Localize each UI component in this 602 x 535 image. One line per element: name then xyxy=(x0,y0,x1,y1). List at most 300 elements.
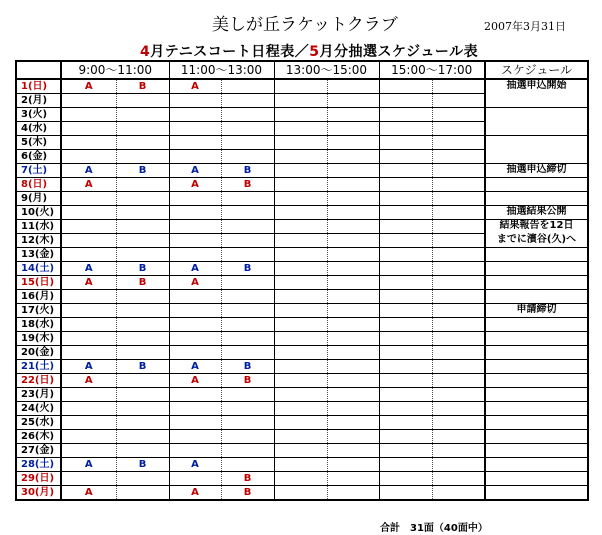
court-slot xyxy=(274,472,327,486)
court-slot xyxy=(274,360,327,374)
court-slot xyxy=(116,94,169,108)
court-slot xyxy=(432,360,485,374)
schedule-note xyxy=(485,94,588,108)
court-slot xyxy=(327,79,379,94)
court-slot xyxy=(432,178,485,192)
court-slot xyxy=(116,220,169,234)
court-slot: A xyxy=(61,486,116,501)
schedule-note xyxy=(485,136,588,150)
header-slot-1: 9:00～11:00 xyxy=(61,61,169,79)
court-slot xyxy=(379,374,432,388)
court-slot xyxy=(274,108,327,122)
court-slot: A xyxy=(61,164,116,178)
court-slot xyxy=(169,94,221,108)
schedule-note xyxy=(485,206,588,220)
day-row xyxy=(16,444,588,458)
court-slot xyxy=(221,416,274,430)
court-slot xyxy=(379,290,432,304)
court-slot xyxy=(432,206,485,220)
court-slot xyxy=(169,318,221,332)
court-slot xyxy=(61,94,116,108)
day-row xyxy=(16,79,588,94)
court-slot xyxy=(274,276,327,290)
court-slot xyxy=(116,206,169,220)
schedule-note xyxy=(485,122,588,136)
court-slot xyxy=(169,416,221,430)
day-label: 18(水) xyxy=(16,318,61,332)
header-day xyxy=(16,61,61,79)
header-schedule: スケジュール xyxy=(485,61,588,79)
subtitle-text-2: 月分抽選スケジュール表 xyxy=(319,44,479,60)
court-slot xyxy=(327,486,379,501)
day-row xyxy=(16,192,588,206)
court-slot xyxy=(169,332,221,346)
day-row xyxy=(16,220,588,234)
court-slot xyxy=(274,220,327,234)
schedule-note-text: 抽選申込開始 xyxy=(506,80,567,91)
court-slot xyxy=(379,220,432,234)
court-slot xyxy=(221,290,274,304)
day-label: 26(木) xyxy=(16,430,61,444)
court-slot: B xyxy=(116,79,169,94)
day-label: 25(水) xyxy=(16,416,61,430)
court-slot xyxy=(327,402,379,416)
schedule-note-text: 抽選結果公開 xyxy=(506,206,567,217)
schedule-note xyxy=(485,276,588,290)
court-slot xyxy=(432,388,485,402)
court-slot xyxy=(221,318,274,332)
court-slot xyxy=(432,346,485,360)
court-slot xyxy=(221,444,274,458)
court-slot xyxy=(327,164,379,178)
schedule-note xyxy=(485,360,588,374)
court-slot xyxy=(327,416,379,430)
court-slot xyxy=(432,136,485,150)
court-slot xyxy=(116,332,169,346)
schedule-note xyxy=(485,262,588,276)
day-label: 14(土) xyxy=(16,262,61,276)
court-slot: B xyxy=(221,178,274,192)
court-slot xyxy=(116,178,169,192)
court-slot xyxy=(274,206,327,220)
court-slot xyxy=(221,248,274,262)
day-row xyxy=(16,94,588,108)
court-slot xyxy=(379,192,432,206)
court-slot xyxy=(221,192,274,206)
day-label: 6(金) xyxy=(16,150,61,164)
court-slot xyxy=(274,234,327,248)
court-slot xyxy=(274,430,327,444)
court-slot xyxy=(61,304,116,318)
court-slot xyxy=(169,290,221,304)
court-slot xyxy=(379,402,432,416)
court-slot: A xyxy=(61,360,116,374)
day-row xyxy=(16,318,588,332)
schedule-note xyxy=(485,332,588,346)
court-slot xyxy=(379,416,432,430)
court-slot xyxy=(432,234,485,248)
day-row xyxy=(16,360,588,374)
header-slot-3: 13:00～15:00 xyxy=(274,61,379,79)
court-slot: A xyxy=(61,276,116,290)
court-slot xyxy=(61,220,116,234)
court-slot xyxy=(116,304,169,318)
day-label: 3(火) xyxy=(16,108,61,122)
court-slot xyxy=(432,192,485,206)
court-slot xyxy=(274,374,327,388)
schedule-note xyxy=(485,234,588,248)
court-slot: A xyxy=(61,178,116,192)
schedule-note xyxy=(485,346,588,360)
court-slot xyxy=(61,136,116,150)
court-slot xyxy=(432,290,485,304)
court-slot: A xyxy=(169,458,221,472)
subtitle-month-1: 4 xyxy=(140,44,151,60)
court-slot xyxy=(274,290,327,304)
court-slot xyxy=(169,234,221,248)
schedule-note xyxy=(485,178,588,192)
court-slot xyxy=(169,248,221,262)
court-slot xyxy=(432,416,485,430)
court-slot xyxy=(221,79,274,94)
court-slot: A xyxy=(169,164,221,178)
court-slot xyxy=(432,164,485,178)
court-slot xyxy=(221,122,274,136)
schedule-note xyxy=(485,472,588,486)
day-row xyxy=(16,388,588,402)
court-slot xyxy=(221,206,274,220)
day-label: 28(土) xyxy=(16,458,61,472)
court-slot xyxy=(61,108,116,122)
day-label: 13(金) xyxy=(16,248,61,262)
court-slot xyxy=(379,472,432,486)
court-slot xyxy=(327,318,379,332)
court-slot: B xyxy=(221,374,274,388)
court-slot xyxy=(327,136,379,150)
schedule-note xyxy=(485,444,588,458)
day-label: 2(月) xyxy=(16,94,61,108)
court-slot xyxy=(327,430,379,444)
schedule-note xyxy=(485,486,588,501)
court-slot xyxy=(221,136,274,150)
court-slot xyxy=(432,276,485,290)
court-slot xyxy=(274,318,327,332)
schedule-note xyxy=(485,290,588,304)
court-slot: A xyxy=(169,276,221,290)
day-row xyxy=(16,332,588,346)
court-slot xyxy=(379,276,432,290)
court-slot xyxy=(116,472,169,486)
court-slot xyxy=(432,79,485,94)
court-slot xyxy=(274,332,327,346)
day-label: 27(金) xyxy=(16,444,61,458)
court-slot xyxy=(327,458,379,472)
court-slot xyxy=(116,136,169,150)
court-slot xyxy=(432,318,485,332)
court-slot xyxy=(274,416,327,430)
schedule-note-text: 申請締切 xyxy=(516,304,557,315)
court-slot xyxy=(169,304,221,318)
court-slot xyxy=(116,234,169,248)
court-slot xyxy=(116,318,169,332)
court-slot xyxy=(169,136,221,150)
day-label: 11(水) xyxy=(16,220,61,234)
court-slot xyxy=(116,402,169,416)
court-slot xyxy=(274,94,327,108)
court-slot: A xyxy=(169,374,221,388)
court-slot xyxy=(379,430,432,444)
day-row xyxy=(16,206,588,220)
court-slot xyxy=(432,374,485,388)
court-slot xyxy=(432,332,485,346)
court-slot xyxy=(221,388,274,402)
court-slot xyxy=(221,304,274,318)
court-slot xyxy=(327,178,379,192)
day-row xyxy=(16,248,588,262)
schedule-note-text: 結果報告を12日 xyxy=(499,220,574,231)
schedule-note xyxy=(485,164,588,178)
court-slot xyxy=(327,444,379,458)
court-slot xyxy=(274,444,327,458)
court-slot xyxy=(221,220,274,234)
day-label: 1(日) xyxy=(16,79,61,94)
court-slot: B xyxy=(116,164,169,178)
day-row xyxy=(16,472,588,486)
court-slot xyxy=(327,276,379,290)
day-row xyxy=(16,178,588,192)
court-slot xyxy=(379,332,432,346)
court-slot xyxy=(432,150,485,164)
day-row xyxy=(16,150,588,164)
court-slot xyxy=(432,486,485,501)
court-slot xyxy=(327,304,379,318)
court-slot xyxy=(116,122,169,136)
court-slot xyxy=(432,94,485,108)
schedule-note xyxy=(485,220,588,234)
court-slot xyxy=(116,290,169,304)
court-slot xyxy=(379,388,432,402)
schedule-note xyxy=(485,108,588,122)
court-slot xyxy=(221,458,274,472)
schedule-note xyxy=(485,248,588,262)
court-slot xyxy=(274,122,327,136)
court-slot xyxy=(327,262,379,276)
schedule-note xyxy=(485,430,588,444)
court-slot xyxy=(169,206,221,220)
court-slot xyxy=(274,486,327,501)
court-slot xyxy=(116,108,169,122)
court-slot xyxy=(379,248,432,262)
court-slot xyxy=(379,318,432,332)
schedule-note xyxy=(485,416,588,430)
court-slot xyxy=(379,360,432,374)
day-label: 22(日) xyxy=(16,374,61,388)
court-slot xyxy=(61,444,116,458)
header-row xyxy=(16,61,588,79)
day-label: 12(木) xyxy=(16,234,61,248)
court-slot xyxy=(169,388,221,402)
court-slot xyxy=(432,304,485,318)
court-slot xyxy=(221,332,274,346)
court-slot xyxy=(432,220,485,234)
court-slot xyxy=(274,164,327,178)
court-slot xyxy=(274,79,327,94)
court-slot xyxy=(116,430,169,444)
court-slot xyxy=(379,164,432,178)
day-row xyxy=(16,108,588,122)
court-slot: B xyxy=(221,262,274,276)
court-slot xyxy=(327,346,379,360)
court-slot: A xyxy=(169,178,221,192)
subtitle-month-2: 5 xyxy=(309,44,320,60)
court-slot xyxy=(169,346,221,360)
day-label: 5(木) xyxy=(16,136,61,150)
club-title: 美しが丘ラケットクラブ xyxy=(212,15,398,35)
court-slot: A xyxy=(169,486,221,501)
court-slot xyxy=(432,458,485,472)
day-row xyxy=(16,402,588,416)
court-slot xyxy=(116,248,169,262)
court-slot xyxy=(169,108,221,122)
day-label: 10(火) xyxy=(16,206,61,220)
day-row xyxy=(16,458,588,472)
court-slot xyxy=(61,332,116,346)
schedule-subtitle xyxy=(140,41,478,61)
schedule-table xyxy=(15,60,589,501)
day-label: 19(木) xyxy=(16,332,61,346)
court-slot: B xyxy=(221,472,274,486)
court-slot xyxy=(274,136,327,150)
schedule-note xyxy=(485,402,588,416)
court-slot xyxy=(116,150,169,164)
court-slot xyxy=(327,360,379,374)
court-slot xyxy=(327,388,379,402)
court-slot xyxy=(61,402,116,416)
court-slot xyxy=(221,94,274,108)
court-slot xyxy=(327,150,379,164)
court-slot xyxy=(221,150,274,164)
court-slot xyxy=(221,430,274,444)
day-row xyxy=(16,430,588,444)
day-row xyxy=(16,136,588,150)
schedule-note xyxy=(485,374,588,388)
court-slot: B xyxy=(116,276,169,290)
day-label: 4(水) xyxy=(16,122,61,136)
court-slot xyxy=(61,248,116,262)
court-slot xyxy=(379,79,432,94)
subtitle-text-1: 月テニスコート日程表／ xyxy=(150,44,310,60)
court-slot xyxy=(379,262,432,276)
court-slot xyxy=(169,220,221,234)
court-slot xyxy=(432,248,485,262)
court-slot xyxy=(116,374,169,388)
court-slot xyxy=(61,192,116,206)
court-slot xyxy=(221,346,274,360)
schedule-note xyxy=(485,192,588,206)
court-slot xyxy=(274,150,327,164)
court-slot xyxy=(327,192,379,206)
court-slot xyxy=(327,122,379,136)
day-label: 7(土) xyxy=(16,164,61,178)
court-slot xyxy=(327,220,379,234)
court-slot xyxy=(116,416,169,430)
court-slot xyxy=(379,150,432,164)
court-slot: A xyxy=(169,262,221,276)
day-label: 16(月) xyxy=(16,290,61,304)
court-slot xyxy=(221,234,274,248)
day-label: 17(火) xyxy=(16,304,61,318)
court-slot xyxy=(274,402,327,416)
day-row xyxy=(16,276,588,290)
court-slot xyxy=(432,444,485,458)
court-slot xyxy=(274,248,327,262)
court-slot xyxy=(274,304,327,318)
court-slot xyxy=(327,94,379,108)
court-slot: A xyxy=(61,79,116,94)
day-label: 9(月) xyxy=(16,192,61,206)
day-label: 30(月) xyxy=(16,486,61,501)
day-row xyxy=(16,122,588,136)
court-slot xyxy=(169,122,221,136)
court-slot xyxy=(327,472,379,486)
court-slot: B xyxy=(221,486,274,501)
day-row xyxy=(16,304,588,318)
court-slot xyxy=(169,444,221,458)
court-slot xyxy=(61,122,116,136)
day-row xyxy=(16,262,588,276)
court-slot xyxy=(327,108,379,122)
court-slot xyxy=(327,248,379,262)
court-slot xyxy=(327,332,379,346)
court-slot xyxy=(116,346,169,360)
court-slot xyxy=(379,178,432,192)
court-slot xyxy=(274,192,327,206)
schedule-note-text: までに濱谷(久)へ xyxy=(496,233,577,245)
court-slot xyxy=(379,108,432,122)
document-date: 2007年3月31日 xyxy=(484,20,566,33)
day-label: 21(土) xyxy=(16,360,61,374)
schedule-note xyxy=(485,304,588,318)
court-slot xyxy=(432,402,485,416)
day-label: 8(日) xyxy=(16,178,61,192)
court-slot xyxy=(221,276,274,290)
court-slot xyxy=(432,122,485,136)
court-slot xyxy=(379,234,432,248)
court-slot xyxy=(221,108,274,122)
court-slot xyxy=(274,346,327,360)
court-slot: B xyxy=(221,360,274,374)
court-slot xyxy=(274,262,327,276)
day-row xyxy=(16,290,588,304)
day-label: 23(月) xyxy=(16,388,61,402)
court-slot xyxy=(169,472,221,486)
court-slot xyxy=(61,206,116,220)
court-slot xyxy=(61,430,116,444)
day-row xyxy=(16,346,588,360)
schedule-note xyxy=(485,150,588,164)
schedule-note xyxy=(485,458,588,472)
court-slot xyxy=(221,402,274,416)
court-slot: B xyxy=(221,164,274,178)
court-slot xyxy=(379,444,432,458)
court-slot: A xyxy=(169,79,221,94)
court-slot xyxy=(327,290,379,304)
court-slot xyxy=(169,150,221,164)
schedule-note-text: 抽選申込締切 xyxy=(506,164,567,175)
day-label: 15(日) xyxy=(16,276,61,290)
court-slot xyxy=(116,444,169,458)
court-slot xyxy=(327,374,379,388)
